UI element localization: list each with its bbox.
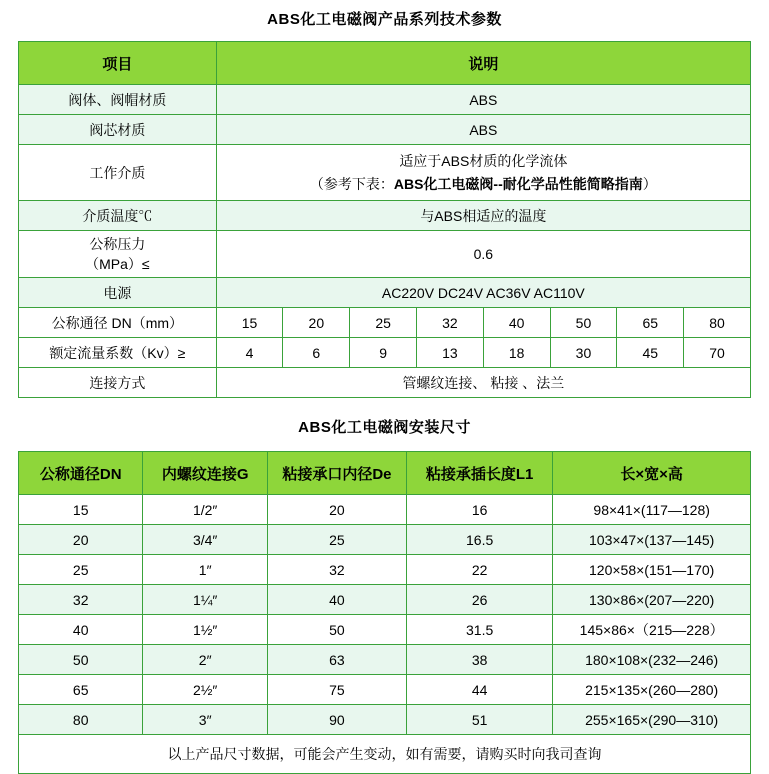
dims-cell: 103×47×(137—145) — [553, 525, 751, 555]
row-label-connection: 连接方式 — [19, 368, 217, 398]
dims-footer-note: 以上产品尺寸数据，可能会产生变动，如有需要，请购买时向我司查询 — [19, 735, 751, 774]
row-label-working-media: 工作介质 — [19, 145, 217, 201]
kv-value: 30 — [550, 338, 617, 368]
dn-value: 40 — [483, 308, 550, 338]
dims-cell: 25 — [267, 525, 406, 555]
dims-cell: 40 — [267, 585, 406, 615]
kv-value: 4 — [216, 338, 283, 368]
dims-cell: 98×41×(117—128) — [553, 495, 751, 525]
dims-cell: 20 — [267, 495, 406, 525]
dims-cell: 130×86×(207—220) — [553, 585, 751, 615]
table-row — [19, 368, 751, 398]
dims-header-socket-id: 粘接承口内径De — [267, 452, 406, 495]
nominal-pressure-line1: 公称压力 — [89, 236, 146, 252]
dims-cell: 16.5 — [406, 525, 552, 555]
row-value-core-material: ABS — [216, 115, 750, 145]
working-media-bold: ABS化工电磁阀--耐化学品性能简略指南 — [393, 176, 643, 192]
row-label-core-material: 阀芯材质 — [19, 115, 217, 145]
dims-cell: 75 — [267, 675, 406, 705]
dn-value: 25 — [350, 308, 417, 338]
row-value-body-material: ABS — [216, 85, 750, 115]
dims-cell: 26 — [406, 585, 552, 615]
dims-cell: 15 — [19, 495, 143, 525]
table-row — [19, 555, 751, 585]
dims-cell: 22 — [406, 555, 552, 585]
kv-value: 70 — [684, 338, 751, 368]
row-label-nominal-pressure — [19, 231, 217, 278]
dims-cell: 145×86×（215—228） — [553, 615, 751, 645]
dims-cell: 90 — [267, 705, 406, 735]
dims-cell: 2″ — [143, 645, 267, 675]
table-row — [19, 675, 751, 705]
table-row — [19, 525, 751, 555]
table-row — [19, 145, 751, 201]
dims-cell: 20 — [19, 525, 143, 555]
dn-value: 50 — [550, 308, 617, 338]
dims-cell: 255×165×(290—310) — [553, 705, 751, 735]
dims-cell: 31.5 — [406, 615, 552, 645]
dims-cell: 40 — [19, 615, 143, 645]
dimensions-table — [18, 451, 751, 774]
table-row — [19, 495, 751, 525]
kv-value: 18 — [483, 338, 550, 368]
kv-value: 9 — [350, 338, 417, 368]
kv-value: 6 — [283, 338, 350, 368]
working-media-tail: ） — [642, 176, 657, 192]
table-row-header — [19, 42, 751, 85]
table-row — [19, 645, 751, 675]
dims-cell: 38 — [406, 645, 552, 675]
dn-value: 65 — [617, 308, 684, 338]
page-title-spec: ABS化工电磁阀产品系列技术参数 — [267, 11, 502, 28]
dn-value: 20 — [283, 308, 350, 338]
table-row — [19, 308, 751, 338]
dims-cell: 63 — [267, 645, 406, 675]
dims-header-dn: 公称通径DN — [19, 452, 143, 495]
dn-value: 32 — [417, 308, 484, 338]
spec-header-desc: 说明 — [216, 42, 750, 85]
dims-cell: 16 — [406, 495, 552, 525]
working-media-line1: 适应于ABS材质的化学流体 — [399, 153, 568, 169]
table-row — [19, 705, 751, 735]
table-row — [19, 585, 751, 615]
kv-value: 13 — [417, 338, 484, 368]
page-title-dims: ABS化工电磁阀安装尺寸 — [298, 419, 471, 436]
dims-cell: 3″ — [143, 705, 267, 735]
dims-cell: 50 — [19, 645, 143, 675]
dims-cell: 51 — [406, 705, 552, 735]
dn-value: 15 — [216, 308, 283, 338]
working-media-line2 — [219, 174, 748, 194]
dims-cell: 80 — [19, 705, 143, 735]
dims-cell: 65 — [19, 675, 143, 705]
row-label-media-temp: 介质温度℃ — [19, 201, 217, 231]
dims-header-socket-length: 粘接承插长度L1 — [406, 452, 552, 495]
row-label-kv: 额定流量系数（Kv）≥ — [19, 338, 217, 368]
dims-cell: 2½″ — [143, 675, 267, 705]
spec-header-item: 项目 — [19, 42, 217, 85]
row-value-connection: 管螺纹连接、 粘接 、法兰 — [216, 368, 750, 398]
table-row — [19, 278, 751, 308]
row-value-working-media — [216, 145, 750, 201]
table-row-footer — [19, 735, 751, 774]
table-row — [19, 231, 751, 278]
working-media-lead: （参考下表： — [309, 176, 394, 192]
kv-value: 45 — [617, 338, 684, 368]
nominal-pressure-line2: （MPa）≤ — [85, 256, 150, 272]
dims-cell: 120×58×(151—170) — [553, 555, 751, 585]
dn-value: 80 — [684, 308, 751, 338]
row-value-media-temp: 与ABS相适应的温度 — [216, 201, 750, 231]
row-value-nominal-pressure: 0.6 — [216, 231, 750, 278]
dims-cell: 32 — [19, 585, 143, 615]
row-label-dn: 公称通径 DN（mm） — [19, 308, 217, 338]
table-row-header — [19, 452, 751, 495]
dims-cell: 1½″ — [143, 615, 267, 645]
dims-cell: 32 — [267, 555, 406, 585]
dims-cell: 180×108×(232—246) — [553, 645, 751, 675]
table-row — [19, 115, 751, 145]
table-row — [19, 85, 751, 115]
dims-cell: 25 — [19, 555, 143, 585]
spec-table — [18, 41, 751, 398]
dims-header-lwh: 长×宽×高 — [553, 452, 751, 495]
dims-cell: 1/2″ — [143, 495, 267, 525]
table-row — [19, 201, 751, 231]
dims-cell: 44 — [406, 675, 552, 705]
dims-cell: 1″ — [143, 555, 267, 585]
dims-cell: 3/4″ — [143, 525, 267, 555]
dims-header-thread: 内螺纹连接G — [143, 452, 267, 495]
row-label-body-material: 阀体、阀帽材质 — [19, 85, 217, 115]
table-row — [19, 615, 751, 645]
row-value-power: AC220V DC24V AC36V AC110V — [216, 278, 750, 308]
dims-cell: 1¼″ — [143, 585, 267, 615]
dims-cell: 50 — [267, 615, 406, 645]
row-label-power: 电源 — [19, 278, 217, 308]
dims-cell: 215×135×(260—280) — [553, 675, 751, 705]
table-row — [19, 338, 751, 368]
